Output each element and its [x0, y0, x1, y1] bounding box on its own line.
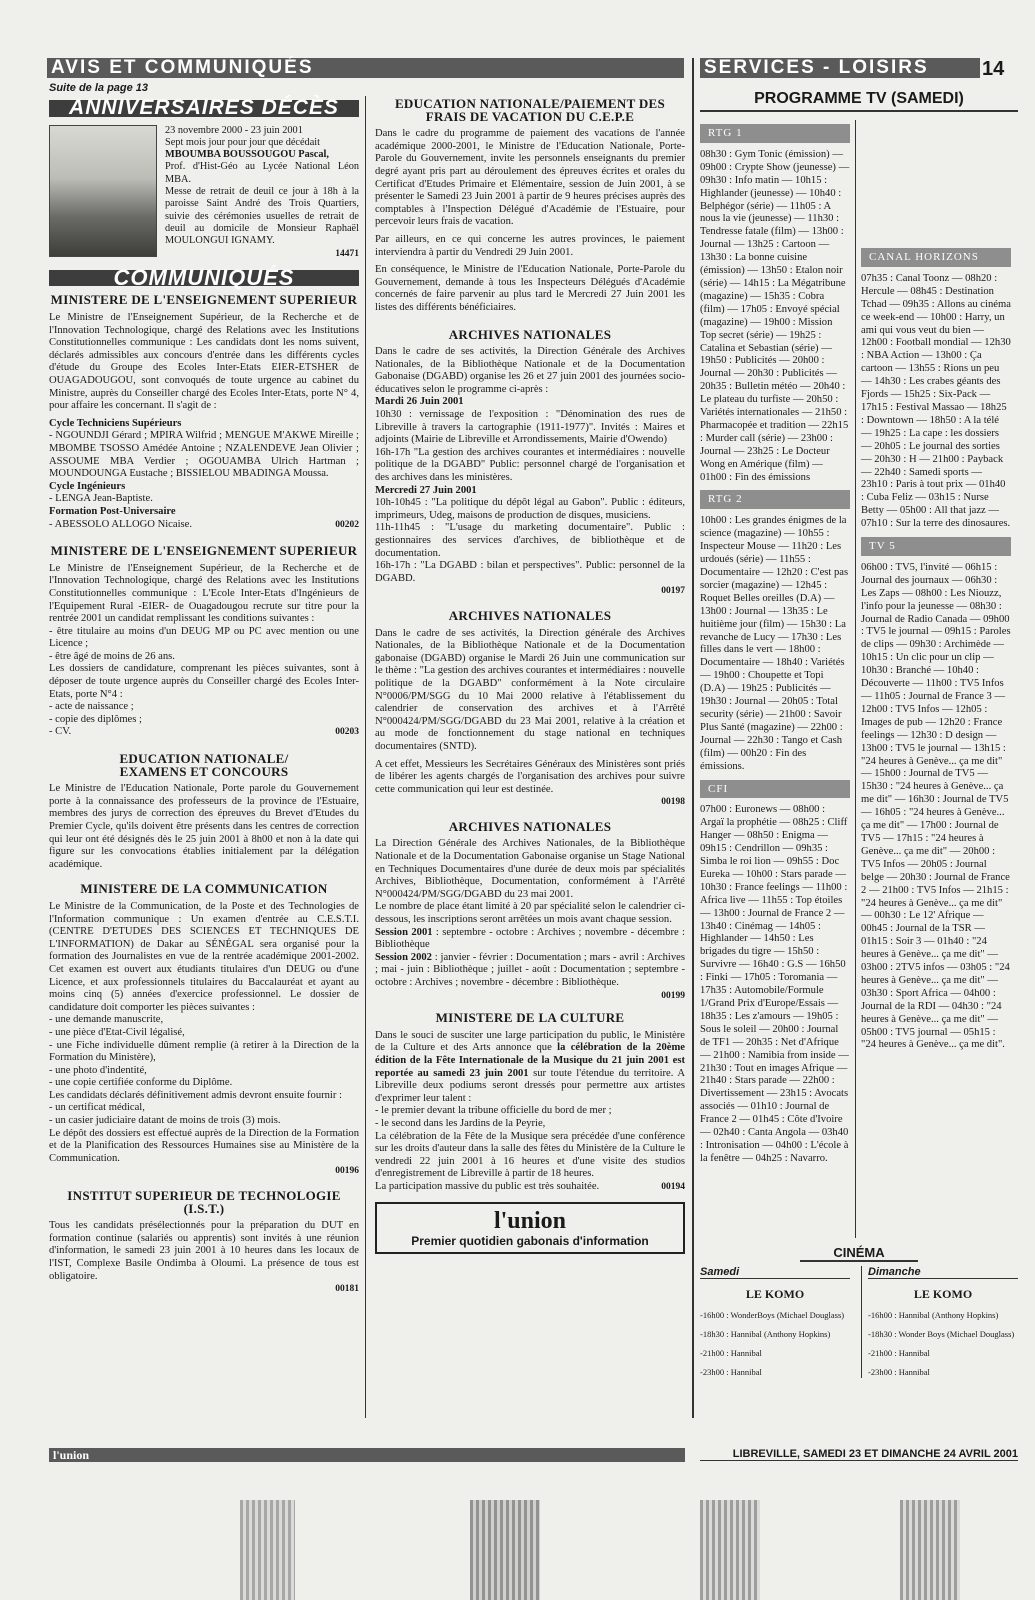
cycle-post-univ: Formation Post-Universaire [49, 505, 176, 517]
com-item: - une photo d'indentité, [49, 1064, 147, 1076]
ist-title: INSTITUT SUPERIEUR DE TECHNOLOGIE (I.S.T.) [67, 1188, 341, 1216]
cinema-show: -16h00 : Hannibal (Anthony Hopkins) [868, 1310, 999, 1320]
edu-paiement-p2: Par ailleurs, en ce qui concerne les autres provinces, le paiement interviendra à partir du Vendredi 29 Juin 2001. [375, 233, 685, 258]
cinema-venue-saturday: LE KOMO [745, 1287, 805, 1301]
cfi-schedule: 07h00 : Euronews — 08h00 : Argaï la prophétie — 08h25 : Cliff Hanger — 08h50 : Enigma — 09h15 : Cendrillon — 09h35 : Simba le roi lion — 09h55 : Doc Eureka — 10h00 : Stars parade — 10h30 : France feelings — 11h00 : Africa live — 11h55 : Top étoiles — 13h00 : Journal de France 2 — 13h40 : Cinémag — 14h05 : Highlander — 14h50 : Les brigades du tigre — 15h50 : Survivre — 16h40 : G.S — 16h50 : Finki — 17h05 : Toromania — 17h35 : Automobile/Formule 1/Grand Prix d'Europe/Essais — 18h35 : Les z'amours — 19h05 : Sous le soleil — 20h00 : Journal de TF1 — 20h35 : Net d'Afrique — 21h00 : Namibia from inside — 21h30 : Tout en images Afrique — 21h40 : Stars parade — 22h00 : Divertissement — 23h15 : Avocats associés — 01h10 : Journal de France 2 — 01h45 : Côte d'Ivoire — 02h40 : Canta Angola — 03h40 : Intronisation — 04h00 : L'école à la fenêtre — 04h25 : Navarro. [700, 804, 849, 1164]
column-middle [375, 98, 685, 1254]
scan-mark [240, 1500, 295, 1600]
edu-exam-text: Le Ministre de l'Education Nationale, Porte parole du Gouvernement porte à la connaissance des professeurs de la province de l'Estuaire, membres des jurys de correction des épreuves du Brevet d'Etudes du Premier Cycle, qu'ils doivent être présents dans les centres de correction qui leur ont été désignés dès le 25 juin 2001 à 8h00 et non à la date qui figure sur les convocations établies initialement par la délégation académique. [49, 783, 359, 870]
min-ens-sup-1-text: Le Ministre de l'Enseignement Supérieur, de la Recherche et de l'Innovation Technologique, chargé des Relations avec les Institutions Constitutionnelles communique : Les candidats dont les noms suivent, déclarés admissibles aux concours d'entrée dans les différents cycles d'étude du Groupe des Ecoles Inter-Etats EIER-ETSHER de OUAGADOUGOU, sont convoqués de toute urgence au cabinet du Ministre, auprès du Conseiller chargé des Ecoles Inter-Etats, porte N° 4, pour affaire les concernant. Il s'agit de : [49, 312, 359, 412]
archives-2-p1: Dans le cadre de ses activités, la Direction générale des Archives Nationales, de la Bibliothèque Nationale et de la Documentation gabonaise (DGABD) organise le Mardi 26 Juin une communication sur le thème : "La gestion des archives courantes et intermédiaires : nouvelle politique de la DGABD" conformément à la Note circulaire N°0006/PM/SGG du 10 Mai 2000 relative à l'établissement du calendrier de conservation des archives et à l'Arrêté N°000424/PM/SGG/DGABD du 23 Mai 2001, relative à la création et au mode de fonctionnement du stage national en techniques documentaires (SNTD). [375, 627, 685, 752]
union-promo-box [375, 1202, 685, 1254]
rtg2-schedule: 10h00 : Les grandes énigmes de la science (magazine) — 10h55 : Inspecteur Mouse — 11h20 : Les urdoués (série) — 11h55 : Documentaire — 12h20 : C'est pas sorcier (magazine) — 12h45 : Roquet Belles oreilles (D.A) — 13h00 : Journal — 13h35 : Le huitième jour (film) — 15h30 : La revanche de Lucy — 17h30 : Les filles dans le vert — 18h00 : Documentaire — 18h40 : Variétés — 19h00 : Choupette et Topi (D.A) — 19h25 : Publicités — 19h30 : Journal — 20h05 : Total security (série) — 21h00 : Savoir Plus Santé (magazine) — 22h00 : Journal — 22h30 : Tango et Cash (film) — 00h20 : Fin des émissions. [700, 515, 849, 772]
min-com-text: Le Ministre de la Communication, de la Poste et des Technologies de l'Information communique : Un examen d'entrée au C.E.S.T.I. (CENTRE D'ETUDES DES SCIENCES ET TECHNIQUES DE L'INFORMATION) de Dakar au SÉNÉGAL sera organisé pour la formation des Journalistes en vue de la rentrée académique 2001-2002. Cet examen est ouvert aux étudiants titulaires d'un DEUG ou d'une Licence, et aux professionnels titulaires du Baccalauréat et ayant au moins cinq (5) années d'exercice professionnel. Le dossier de candidature doit comporter les pièces suivantes : [49, 900, 359, 1013]
cinema-section [700, 1245, 1018, 1378]
culture-p1 [375, 1030, 685, 1106]
ist-text: Tous les candidats présélectionnés pour la préparation du DUT en formation continue (salariés ou apprentis) sont invités à une réunion d'information, le samedi 23 juin 2001 à 10 heures dans les locaux de l'IST, Complexe Basile Ondimba à Oloumi. La présence de tous est obligatoire. [49, 1220, 359, 1282]
archives-2-title: ARCHIVES NATIONALES [448, 607, 612, 623]
channel-rtg2: RTG 2 [700, 490, 850, 509]
cinema-show: -23h00 : Hannibal [700, 1367, 762, 1377]
min2-item: Les dossiers de candidature, comprenant les pièces suivantes, sont à déposer de toute urgence auprès du Conseiller chargé des Ecoles Inter-Etats, porte N°4 : [49, 663, 359, 700]
com-item: - un casier judiciaire datant de moins de trois (3) mois. [49, 1115, 281, 1127]
column-rule-1 [365, 96, 366, 1418]
culture-item: - le second dans les Jardins de la Peyrie, [375, 1117, 546, 1129]
com-item: - une copie certifiée conforme du Diplôme. [49, 1077, 233, 1089]
cycle-ingenieurs: Cycle Ingénieurs [49, 480, 126, 492]
rtg1-schedule: 08h30 : Gym Tonic (émission) — 09h00 : Crypte Show (jeunesse) — 09h30 : Info matin — 10h15 : Highlander (jeunesse) — 10h40 : Belphégor (série) — 11h05 : A nous la vie (jeunesse) — 11h30 : Tendresse fatale (film) — 13h00 : Journal — 13h25 : Cartoon — 13h30 : La bonne cuisine (émission) — 13h50 : Etalon noir (série) — 14h15 : La Mégatribune (magazine) — 15h35 : Cobra (film) — 17h05 : Envoyé spécial (magazine) — 19h00 : Mission Top secret (série) — 19h25 : Catalina et Sebastian (série) — 19h50 : Publicités — 20h00 : Journal — 20h30 : Publicités — 20h35 : Bulletin météo — 20h40 : Le plateau du turfiste — 20h50 : Variétés internationales — 21h50 : Pharmacopée et tradition — 22h15 : Murder call (série) — 23h00 : Journal — 23h25 : Le Docteur Wong en Amérique (film) — 01h00 : Fin des émissions [700, 148, 850, 483]
edu-paiement-p1: Dans le cadre du programme de paiement des vacations de l'année académique 2000-2001, le Ministre de l'Education Nationale, Porte-Parole du Gouvernement, invite les personnels enseignants du premier degré ayant pris part au déroulement des épreuves écrites et orales du Certificat d'Etudes Primaire et Elémentaire, session de Juin 2001, à se présenter le Samedi 23 Juin 2001 à partir de 9 heures précises auprès des comptables à l'Inspection Délégué d'Académie de l'Estuaire, pour percevoir leurs frais de vacation. [375, 128, 685, 228]
canal-horizons-schedule: 07h35 : Canal Toonz — 08h20 : Hercule — 08h45 : Destination Tchad — 09h35 : Allons au cinéma ce week-end — 10h00 : Harry, un ami qui vous veut du bien — 12h00 : Football mondial — 12h30 : NBA Action — 13h00 : Ça cartoon — 13h55 : Rions un peu — 14h30 : Les crabes géants des Fjords — 15h25 : Six-Pack — 17h15 : Festival Massao — 18h25 : Downtown — 18h50 : A la télé — 19h25 : La cape : les dossiers — 20h05 : Le journal des sorties — 20h30 : H — 21h00 : Payback — 22h40 : Samedi sports — 23h10 : Paris à tout prix — 01h40 : Cuba Feliz — 03h15 : Nurse Betty — 05h00 : All that jazz — 07h10 : Sur la terre des dinosaures. [861, 272, 1011, 530]
channel-cfi: CFI [700, 780, 850, 799]
anniv-line: Sept mois jour pour jour que décédait [165, 136, 320, 148]
anniv-role: Prof. d'Hist-Géo au Lycée National Léon MBA. [165, 161, 359, 185]
column-rule-3 [855, 120, 856, 1238]
session-2001-text: : septembre - octobre : Archives ; novembre - décembre : Bibliothèque [375, 926, 686, 951]
session-2002-text: : janvier - février : Documentation ; mars - avril : Archives ; mai - juin : Bibliothèque ; juillet - août : Documentation ; septembre - octobre : Archives ; novembre - décembre : Bibliothèque. [375, 951, 685, 988]
com-item: Les candidats déclarés définitivement admis devront ensuite fournir : [49, 1089, 342, 1101]
min1-ref: 00202 [335, 519, 359, 530]
footer-date: LIBREVILLE, SAMEDI 23 ET DIMANCHE 24 AVRIL 2001 [700, 1448, 1018, 1461]
anniv-ref: 14471 [335, 248, 359, 259]
scan-mark [900, 1500, 960, 1600]
min2-item: - CV. [49, 726, 72, 738]
archives-2-p2: A cet effet, Messieurs les Secrétaires Généraux des Ministères sont priés de libérer les agents chargés de l'organisation des archives pour suivre cette communication qui leur est destinée. [375, 758, 685, 795]
culture-p1c: sur toute l'étendue du territoire. A Libreville deux podiums seront dressés pour permettre aux artistes d'exprimer leur talent : [375, 1067, 685, 1104]
archives-1-p4: 10h-10h45 : "La politique du dépôt légal au Gabon". Public : éditeurs, imprimeurs, Udeg, maisons de production de disques, musiciens. [375, 497, 685, 521]
edu-exam-title-1: EDUCATION NATIONALE/ [119, 751, 289, 767]
portrait-photo [49, 125, 157, 257]
footer-left: l'union [49, 1448, 685, 1462]
cycle-techniciens: Cycle Techniciens Supérieurs [49, 417, 182, 429]
min2-item: - copie des diplômes ; [49, 713, 142, 725]
union-tagline: Premier quotidien gabonais d'information [411, 1233, 649, 1248]
archives-1-p2: 10h30 : vernissage de l'exposition : "Dénomination des rues de Libreville à travers la cartographie (1911-1977)". Invités : Maires et adjoints (Mairie de Libreville et Arrondissements, Mairie d'Owendo) [375, 409, 685, 446]
min-ens-sup-1-title: MINISTERE DE L'ENSEIGNEMENT SUPERIEUR [50, 292, 358, 308]
archives-3-p1: La Direction Générale des Archives Nationales, de la Bibliothèque Nationale et de la Documentation Gabonaise organise un Stage National en Techniques Documentaires d'une durée de deux mois par spécialités Archives, Bibliothèque, Documentation, conformément à l'Arrêté N°000424/PM/SGG/DGABD du 23 mai 2001. [375, 838, 685, 900]
com-item: - une Fiche individuelle dûment remplie (à retirer à la Direction de la Formation du Ministère), [49, 1039, 359, 1064]
min2-ref: 00203 [335, 727, 359, 738]
cinema-show: -16h00 : WonderBoys (Michael Douglass) [700, 1310, 845, 1320]
edu-exam-title-2: EXAMENS ET CONCOURS [119, 763, 289, 779]
tv5-schedule: 06h00 : TV5, l'invité — 06h15 : Journal des journaux — 06h30 : Les Zaps — 08h00 : Les Niouzz, l'info pour la jeunesse — 08h30 : Journal de Radio Canada — 09h00 : TV5 le journal — 09h15 : Paroles de clips — 09h30 : Archimède — 10h15 : Un clic pour un clip — 10h30 : Branché — 10h40 : Découverte — 11h00 : TV5 Infos — 11h05 : Journal de France 3 — 12h00 : TV5 Infos — 12h05 : Images de pub — 12h20 : France feelings — 12h30 : D design — 13h00 : TV5 le journal — 13h15 : "24 heures à Genève... ça me dit" — 15h00 : Journal de TV5 — 15h30 : "24 heures à Genève... ça me dit" — 16h30 : Journal de TV5 — 16h05 : "24 heures à Genève... ça me dit" — 17h00 : Journal de TV5 — 17h15 : "24 heures à Genève... ça me dit" — 20h00 : TV5 Infos — 20h05 : Journal belge — 20h30 : Journal de France 2 — 21h00 : TV5 Infos — 21h15 : "24 heures à Genève... ça me dit" — 00h30 : Le 12' Afrique — 00h45 : Journal de la TSR — 01h15 : Soir 3 — 01h40 : "24 heures à Genève... ça me dit" — 03h00 : 2TV5 infos — 03h05 : "24 heures à Genève... ça me dit" — 03h30 : Sport Africa — 04h00 : Journal de la RDI — 04h30 : "24 heures à Genève... ça me dit" — 05h00 : TV5 journal — 05h15 : "24 heures à Genève... ça me dit". [861, 561, 1011, 1051]
column-rule-2 [692, 58, 694, 1418]
com-ref: 00196 [335, 1166, 359, 1177]
channel-rtg1: RTG 1 [700, 124, 850, 143]
edu-paiement-p3: En conséquence, le Ministre de l'Education Nationale, Porte-Parole du Gouvernement, demande à tous les Inspecteurs Délégués d'Académie concernés de faire parvenir au plus tard le Mercredi 27 Juin 2001 les listes des différents bénéficiaires. [375, 264, 685, 313]
archives-3-p2: Le nombre de place étant limité à 20 par spécialité selon le calendrier ci-dessous, les inscriptions seront arrêtées un mois avant chaque session. [375, 901, 685, 926]
section-header-avis: AVIS ET COMMUNIQUÉS [47, 58, 684, 78]
names-ingenieurs: - LENGA Jean-Baptiste. [49, 493, 153, 505]
scan-mark [470, 1500, 540, 1600]
culture-item: - le premier devant la tribune officielle du bord de mer ; [375, 1105, 612, 1117]
culture-ref: 00194 [661, 1181, 685, 1192]
culture-p2: La célébration de la Fête de la Musique sera précédée d'une conférence sur les droits d'auteur dans la salle des fêtes du Ministère de la Culture le vendredi 22 juin 2001 à 16 heures et d'une visite des studios d'enregistrement de Libreville à partir de 18 heures. [375, 1130, 685, 1180]
cinema-title: CINÉMA [800, 1245, 918, 1262]
culture-title: MINISTERE DE LA CULTURE [435, 1010, 625, 1026]
anniv-name: MBOUMBA BOUSSOUGOU Pascal, [165, 149, 329, 161]
archives-1-date2: Mercredi 27 Juin 2001 [375, 484, 477, 496]
culture-p1b: la célébration de la 20ème édition de la Fête Internationale de la Musique du 21 juin 2001 est reportée au samedi 23 juin 2001 [375, 1042, 686, 1079]
names-post-univ: - ABESSOLO ALLOGO Nicaise. [49, 518, 193, 530]
archives-1-p1: Dans le cadre de ses activités, la Direction Générale des Archives Nationales, de la Bibliothèque Nationale et de la Documentation Gabonaise (DGABD) organise les 26 et 27 juin 2001 des journées socio-éducatives selon le programme ci-après : [375, 346, 685, 395]
cinema-venue-sunday: LE KOMO [913, 1287, 973, 1301]
tv-column-right [861, 118, 1011, 1156]
archives-1-title: ARCHIVES NATIONALES [448, 326, 612, 342]
scan-mark [700, 1500, 760, 1600]
archives-1-p5: 11h-11h45 : "L'usage du marketing documentaire". Public : gestionnaires des services d'archives, de bibliothèque et de documentation. [375, 522, 685, 559]
cinema-day-saturday: Samedi [700, 1266, 850, 1279]
archives-1-ref: 00197 [661, 586, 685, 597]
min-ens-sup-2-title: MINISTERE DE L'ENSEIGNEMENT SUPERIEUR [50, 543, 358, 559]
anniversaires-title: ANNIVERSAIRES DÉCÈS [49, 100, 359, 117]
archives-3-title: ARCHIVES NATIONALES [448, 818, 612, 834]
channel-tv5: TV 5 [861, 537, 1011, 556]
tv-column-left [700, 118, 850, 1164]
channel-canal-horizons: CANAL HORIZONS [861, 248, 1011, 267]
cinema-day-sunday: Dimanche [868, 1266, 1018, 1279]
min2-item: - être âgé de moins de 26 ans. [49, 650, 175, 662]
anniversaire-block [49, 125, 359, 260]
archives-1-p3: 16h-17h "La gestion des archives courantes et intermédiaires : nouvelle politique de la DGABD" Public: personnel chargé de l'organisation et des archives dans les ministères. [375, 446, 685, 484]
page-number: 14 [982, 58, 1005, 80]
min-ens-sup-2-text: Le Ministre de l'Enseignement Supérieur, de la Recherche et de l'Innovation Technologique, chargé des Relations avec les Institutions Constitutionnelles communique : L'Ecole Inter-Etats d'Ingénieurs de l'Equipement Rural -EIER- de Ouagadougou recrute sur titre pour la rentrée 2001 un candidat remplissant les conditions suivantes : [49, 562, 359, 625]
com-item: - une demande manuscrite, [49, 1014, 164, 1026]
min-com-title: MINISTERE DE LA COMMUNICATION [80, 881, 328, 897]
cinema-show: -21h00 : Hannibal [700, 1348, 762, 1358]
min2-item: - être titulaire au moins d'un DEUG MP ou PC avec mention ou une Licence ; [49, 625, 359, 650]
culture-p1a: Dans le souci de susciter une large participation du public, le Ministère de la Culture et des Arts annonce que [375, 1029, 685, 1054]
com-item: - une pièce d'Etat-Civil légalisé, [49, 1026, 185, 1038]
archives-1-p6: 16h-17h : "La DGABD : bilan et perspectives". Public: personnel de la DGABD. [375, 560, 685, 584]
com-item: - un certificat médical, [49, 1102, 145, 1114]
communiques-title: COMMUNIQUÉS [49, 270, 359, 287]
union-logo: l'union [493, 1207, 567, 1234]
anniv-mass: Messe de retrait de deuil ce jour à 18h à la paroisse Saint André des Trois Quartiers, suivie des cérémonies usuelles de retrait de deuil au domicile de Monsieur Raphaël MOULONGUI IGNAMY. [165, 186, 359, 247]
cinema-show: -21h00 : Hannibal [868, 1348, 930, 1358]
edu-paiement-title: EDUCATION NATIONALE/PAIEMENT DES FRAIS DE VACATION DU C.E.P.E [394, 96, 666, 124]
session-2002-label: Session 2002 [375, 951, 432, 963]
com-item: Le dépôt des dossiers est effectué auprès de la Direction de la Formation et de la Planification des Ressources Humaines sise au Ministère de la Communication. [49, 1127, 359, 1164]
cinema-show: -18h30 : Hannibal (Anthony Hopkins) [700, 1329, 831, 1339]
cinema-show: -23h00 : Hannibal [868, 1367, 930, 1377]
min2-item: - acte de naissance ; [49, 701, 134, 713]
archives-3-ref: 00199 [661, 990, 685, 1001]
ist-ref: 00181 [335, 1284, 359, 1295]
archives-2-ref: 00198 [661, 797, 685, 808]
names-techniciens: - NGOUNDJI Gérard ; MPIRA Wilfrid ; MENGUE M'AKWE Mireille ; MBOMBE TSOSSO Amédée Antoine ; NZALENDEVE Jean Olivier ; ASSOUME MBA Verdier ; OGOUAMBA Ulrich Hartman ; MOUNDOUNGA Eustache ; BISSIELOU MBADINGA Moussa. [49, 430, 359, 480]
session-2001-label: Session 2001 [375, 926, 433, 938]
cinema-show: -18h30 : Wonder Boys (Michael Douglass) [868, 1329, 1015, 1339]
section-header-services: SERVICES - LOISIRS [700, 58, 980, 78]
anniv-date: 23 novembre 2000 - 23 juin 2001 [165, 124, 303, 136]
culture-p3: La participation massive du public est très souhaitée. [375, 1180, 600, 1192]
column-left [49, 96, 359, 1296]
archives-1-date1: Mardi 26 Juin 2001 [375, 396, 464, 408]
tv-title: PROGRAMME TV (SAMEDI) [700, 90, 1018, 112]
continued-note: Suite de la page 13 [49, 82, 149, 94]
